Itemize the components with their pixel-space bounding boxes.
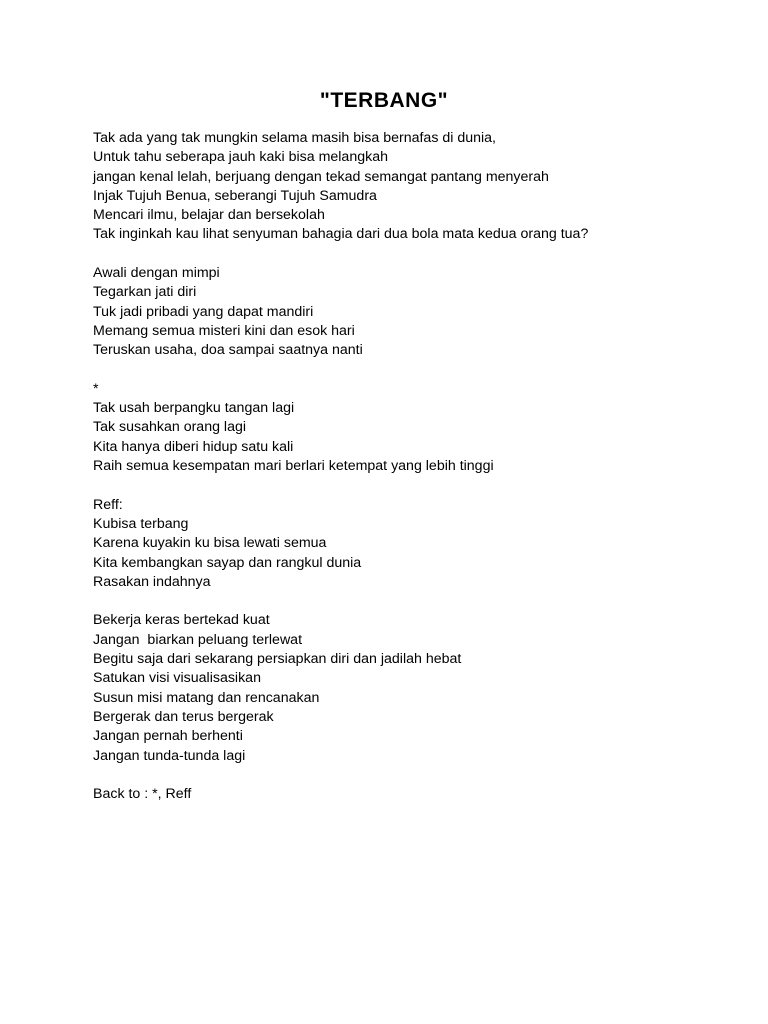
lyric-line: Jangan pernah berhenti [93, 728, 243, 745]
back-to-note: Back to : *, Reff [93, 786, 192, 803]
lyric-line: Kubisa terbang [93, 515, 189, 532]
stanza-2 [93, 264, 733, 360]
lyric-line: Kita kembangkan sayap dan rangkul dunia [93, 554, 362, 571]
lyric-line: Tak inginkah kau lihat senyuman bahagia dari dua bola mata kedua orang tua? [93, 226, 589, 243]
stanza-1 [93, 129, 733, 245]
lyric-line: jangan kenal lelah, berjuang dengan tekad semangat pantang menyerah [93, 168, 549, 185]
lyric-line: Awali dengan mimpi [93, 265, 220, 282]
stanza-3 [93, 380, 733, 476]
lyric-line: Tak ada yang tak mungkin selama masih bisa bernafas di dunia, [93, 130, 496, 146]
page-title: "TERBANG" [319, 89, 449, 112]
stanza-reff [93, 496, 733, 592]
lyric-line: Susun misi matang dan rencanakan [93, 689, 320, 706]
lyric-line: Tak usah berpangku tangan lagi [93, 400, 295, 417]
lyric-line: Kita hanya diberi hidup satu kali [93, 438, 294, 455]
lyric-line: Tuk jadi pribadi yang dapat mandiri [93, 303, 314, 320]
stanza-back-to [93, 785, 733, 804]
lyric-line: Satukan visi visualisasikan [93, 670, 261, 687]
lyric-line: Memang semua misteri kini dan esok hari [93, 322, 355, 339]
lyric-line: Tegarkan jati diri [93, 284, 197, 301]
lyric-line: Rasakan indahnya [93, 573, 211, 590]
lyric-line: Teruskan usaha, doa sampai saatnya nanti [93, 342, 363, 359]
lyric-line: Jangan biarkan peluang terlewat [93, 631, 303, 648]
reff-label: Reff: [93, 496, 123, 513]
lyric-line: Karena kuyakin ku bisa lewati semua [93, 535, 327, 552]
lyric-line: Begitu saja dari sekarang persiapkan diri dan jadilah hebat [93, 651, 462, 668]
chorus-marker: * [93, 380, 99, 397]
lyric-line: Raih semua kesempatan mari berlari ketempat yang lebih tinggi [93, 458, 494, 475]
stanza-5 [93, 611, 733, 765]
lyric-line: Jangan tunda-tunda lagi [93, 747, 246, 764]
lyric-line: Mencari ilmu, belajar dan bersekolah [93, 207, 325, 224]
lyrics-body [93, 129, 733, 824]
lyric-line: Bergerak dan terus bergerak [93, 708, 274, 725]
lyric-line: Untuk tahu seberapa jauh kaki bisa melangkah [93, 149, 388, 166]
lyric-line: Bekerja keras bertekad kuat [93, 612, 270, 629]
lyric-line: Tak susahkan orang lagi [93, 419, 247, 436]
lyric-line: Injak Tujuh Benua, seberangi Tujuh Samudra [93, 187, 377, 204]
